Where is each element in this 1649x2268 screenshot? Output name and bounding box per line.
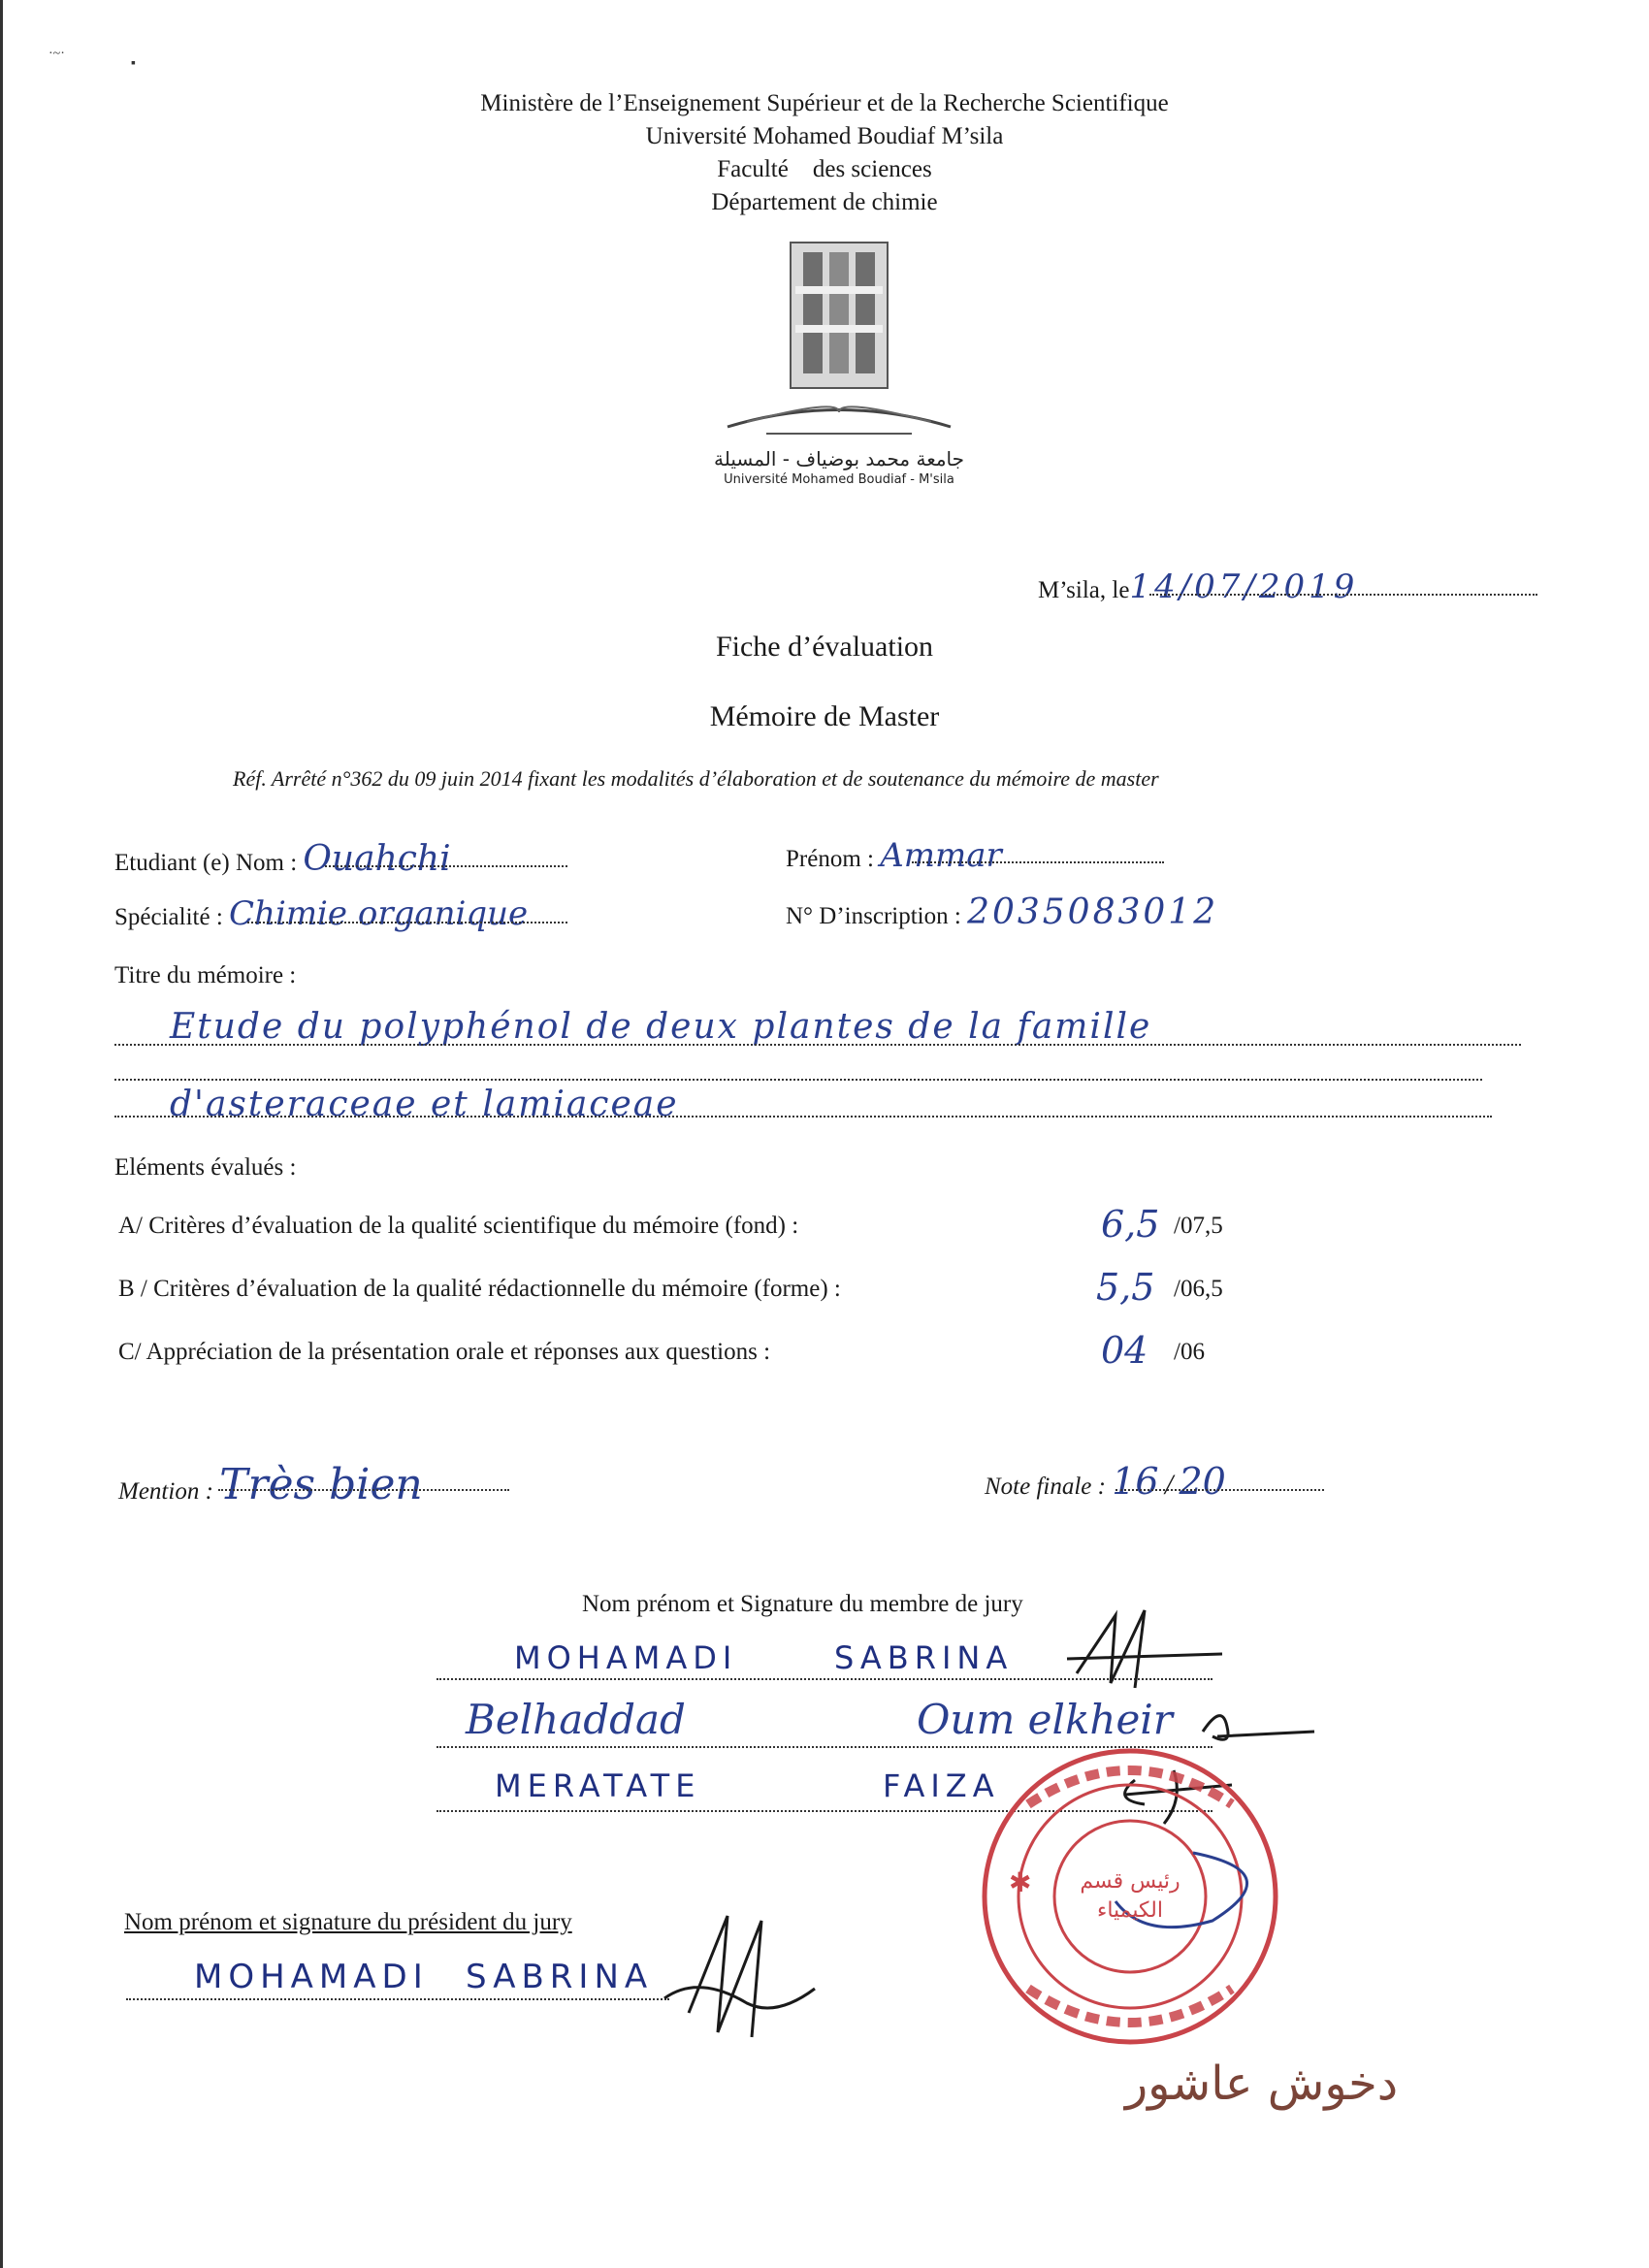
logo-latin-text: Université Mohamed Boudiaf - M'sila: [724, 472, 954, 487]
mention-dots: [218, 1489, 509, 1491]
university-logo: [708, 228, 970, 500]
criterion-b-max: /06,5: [1174, 1276, 1223, 1302]
mention-row: [118, 1460, 423, 1509]
logo-emblem-icon: [708, 228, 970, 446]
specialite-dots: [247, 922, 567, 923]
president-dots: [126, 1998, 669, 2000]
scan-edge-line: [0, 0, 3, 2268]
criterion-c-text: C/ Appréciation de la présentation orale et réponses aux questions :: [118, 1339, 771, 1365]
president-signature-icon: [660, 1906, 824, 2042]
note-max: 20: [1179, 1460, 1226, 1503]
thesis-dots-2: [114, 1079, 1482, 1081]
nom-value: Ouahchi: [303, 839, 451, 879]
date-line: [1038, 567, 1358, 606]
header-block: [0, 87, 1649, 219]
logo-arabic-text: جامعة محمد بوضياف - المسيلة: [713, 447, 965, 470]
note-dots: [1116, 1489, 1324, 1491]
criterion-b-score: 5,5: [1096, 1266, 1155, 1309]
date-value: 14/07/2019: [1129, 567, 1359, 606]
jury-member-1-name: MOHAMADI: [514, 1639, 738, 1676]
scan-speck: ·~·: [48, 47, 65, 61]
university-line: Université Mohamed Boudiaf M’sila: [645, 123, 1004, 149]
stamp-text: رئيس قسم الكيمياء: [1080, 1869, 1180, 1923]
student-name-row: [114, 839, 451, 879]
thesis-label: Titre du mémoire :: [114, 962, 297, 988]
mention-label: Mention :: [118, 1478, 213, 1505]
president-name: MOHAMADI: [194, 1958, 429, 1996]
jury-member-2-surname: Oum elkheir: [917, 1696, 1173, 1743]
criterion-b-text: B / Critères d’évaluation de la qualité rédactionnelle du mémoire (forme) :: [118, 1276, 841, 1302]
thesis-line-3: d'asteraceae et lamiaceae: [170, 1085, 679, 1124]
date-dots: [1149, 594, 1537, 596]
inscription-label: N° D’inscription :: [786, 903, 961, 929]
note-row: [985, 1460, 1226, 1503]
note-label: Note finale :: [985, 1474, 1106, 1500]
nom-dots: [325, 865, 567, 867]
scan-speck: ▪: [131, 56, 136, 71]
jury-member-1-surname: SABRINA: [834, 1639, 1014, 1676]
form-subtitle: Mémoire de Master: [709, 700, 940, 732]
faculty-line: Faculté des sciences: [717, 156, 932, 182]
ministry-line: Ministère de l’Enseignement Supérieur et de la Recherche Scientifique: [480, 90, 1169, 116]
prenom-value: Ammar: [880, 836, 1002, 875]
inscription-row: [786, 892, 1218, 932]
criterion-c-score: 04: [1101, 1329, 1148, 1372]
note-value: 16: [1112, 1460, 1159, 1503]
thesis-dots-3: [114, 1116, 1492, 1118]
president-label: Nom prénom et signature du président du jury: [124, 1909, 572, 1935]
note-slash: /: [1164, 1469, 1174, 1501]
jury-member-3-name: MERATATE: [495, 1767, 701, 1804]
department-stamp: [970, 1736, 1290, 2057]
form-title: Fiche d’évaluation: [715, 631, 934, 663]
form-reference: Réf. Arrêté n°362 du 09 juin 2014 fixant les modalités d’élaboration et de soutenance du mémoire de master: [233, 766, 1159, 791]
thesis-dots-1: [114, 1044, 1521, 1046]
inscription-value: 2035083012: [967, 892, 1219, 932]
student-prenom-row: [786, 836, 1002, 875]
jury-label: Nom prénom et Signature du membre de jury: [582, 1591, 1023, 1617]
specialite-label: Spécialité :: [114, 904, 223, 930]
evaluation-label: Eléments évalués :: [114, 1154, 297, 1181]
nom-label: Etudiant (e) Nom :: [114, 850, 298, 876]
specialite-value: Chimie organique: [229, 894, 529, 933]
mention-value: Très bien: [219, 1460, 423, 1509]
jury-member-3-surname: FAIZA: [883, 1767, 1000, 1804]
criterion-a-text: A/ Critères d’évaluation de la qualité scientifique du mémoire (fond) :: [118, 1213, 799, 1239]
prenom-label: Prénom :: [786, 846, 874, 872]
specialite-row: [114, 894, 528, 933]
jury-signature-1-icon: [1057, 1605, 1232, 1693]
president-surname: SABRINA: [466, 1958, 654, 1996]
prenom-dots: [912, 861, 1164, 863]
department-line: Département de chimie: [711, 189, 938, 215]
criterion-a-max: /07,5: [1174, 1213, 1223, 1239]
thesis-line-1: Etude du polyphénol de deux plantes de la famille: [170, 1007, 1152, 1047]
criterion-a-score: 6,5: [1101, 1203, 1160, 1246]
svg-text:✱: ✱: [1009, 1866, 1032, 1898]
handwritten-arabic-note: دخوش عاشور: [1125, 2057, 1399, 2111]
criterion-c-max: /06: [1174, 1339, 1205, 1365]
jury-member-2-name: Belhaddad: [466, 1696, 686, 1743]
date-prefix: M’sila, le: [1038, 577, 1130, 603]
